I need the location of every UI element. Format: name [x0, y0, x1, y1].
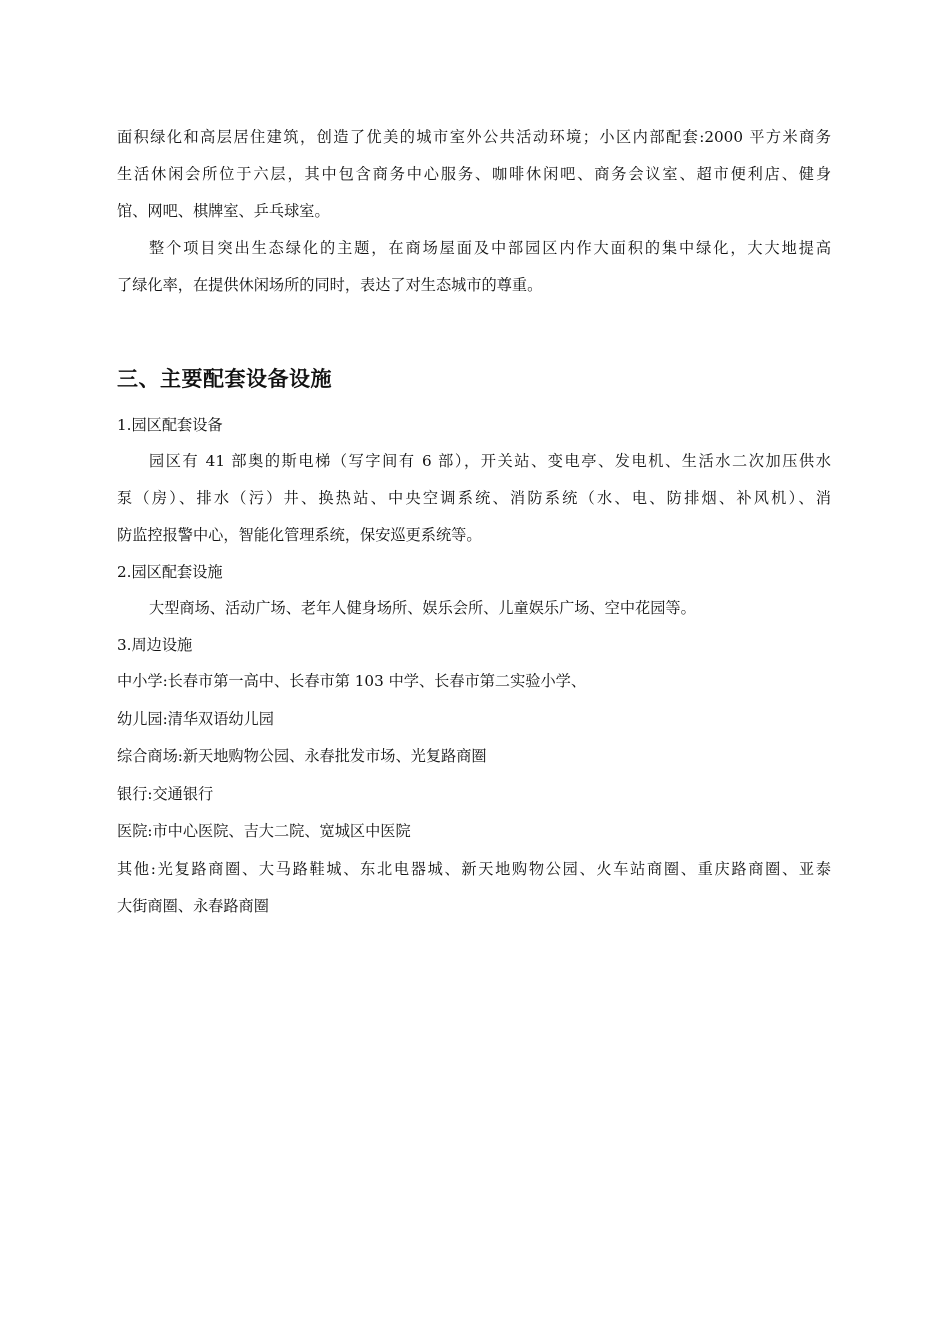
subsection-title-facilities: 2.园区配套设施	[117, 563, 223, 581]
subsection-title-surroundings: 3.周边设施	[117, 636, 193, 654]
intro-para2-line1: 整个项目突出生态绿化的主题，在商场屋面及中部园区内作大面积的集中绿化，大大地提高	[149, 239, 831, 257]
surroundings-item-other-line2: 大街商圈、永春路商圈	[117, 897, 269, 915]
surroundings-item-kindergarten: 幼儿园:清华双语幼儿园	[117, 709, 274, 728]
surroundings-item-malls: 综合商场:新天地购物公园、永春批发市场、光复路商圈	[117, 747, 487, 765]
intro-para2-line2: 了绿化率，在提供休闲场所的同时，表达了对生态城市的尊重。	[117, 276, 543, 294]
page-content	[117, 119, 831, 926]
intro-para1-line1: 面积绿化和高层居住建筑，创造了优美的城市室外公共活动环境；小区内部配套:2000 平方米商务	[117, 128, 831, 146]
equipment-line1: 园区有 41 部奥的斯电梯（写字间有 6 部），开关站、变电亭、发电机、生活水二次加压供水	[149, 452, 831, 470]
surroundings-list	[117, 663, 831, 926]
intro-para1-line3: 馆、网吧、棋牌室、乒乓球室。	[117, 202, 330, 220]
surroundings-item-other-line1: 其他:光复路商圈、大马路鞋城、东北电器城、新天地购物公园、火车站商圈、重庆路商圈、亚泰	[117, 859, 831, 878]
equipment-line2: 泵（房）、排水（污）井、换热站、中央空调系统、消防系统（水、电、防排烟、补风机）、消	[117, 489, 831, 507]
facilities-line1: 大型商场、活动广场、老年人健身场所、娱乐会所、儿童娱乐广场、空中花园等。	[149, 599, 696, 617]
surroundings-item-schools: 中小学:长春市第一高中、长春市第 103 中学、长春市第二实验小学、	[117, 672, 587, 690]
surroundings-item-hospitals: 医院:市中心医院、吉大二院、宽城区中医院	[117, 822, 411, 840]
equipment-line3: 防监控报警中心，智能化管理系统，保安巡更系统等。	[117, 526, 482, 544]
surroundings-item-bank: 银行:交通银行	[117, 784, 214, 803]
section-heading: 三、主要配套设备设施	[117, 367, 332, 391]
subsection-title-equipment: 1.园区配套设备	[117, 416, 223, 434]
intro-para1-line2: 生活休闲会所位于六层，其中包含商务中心服务、咖啡休闲吧、商务会议室、超市便利店、健身	[117, 165, 831, 183]
